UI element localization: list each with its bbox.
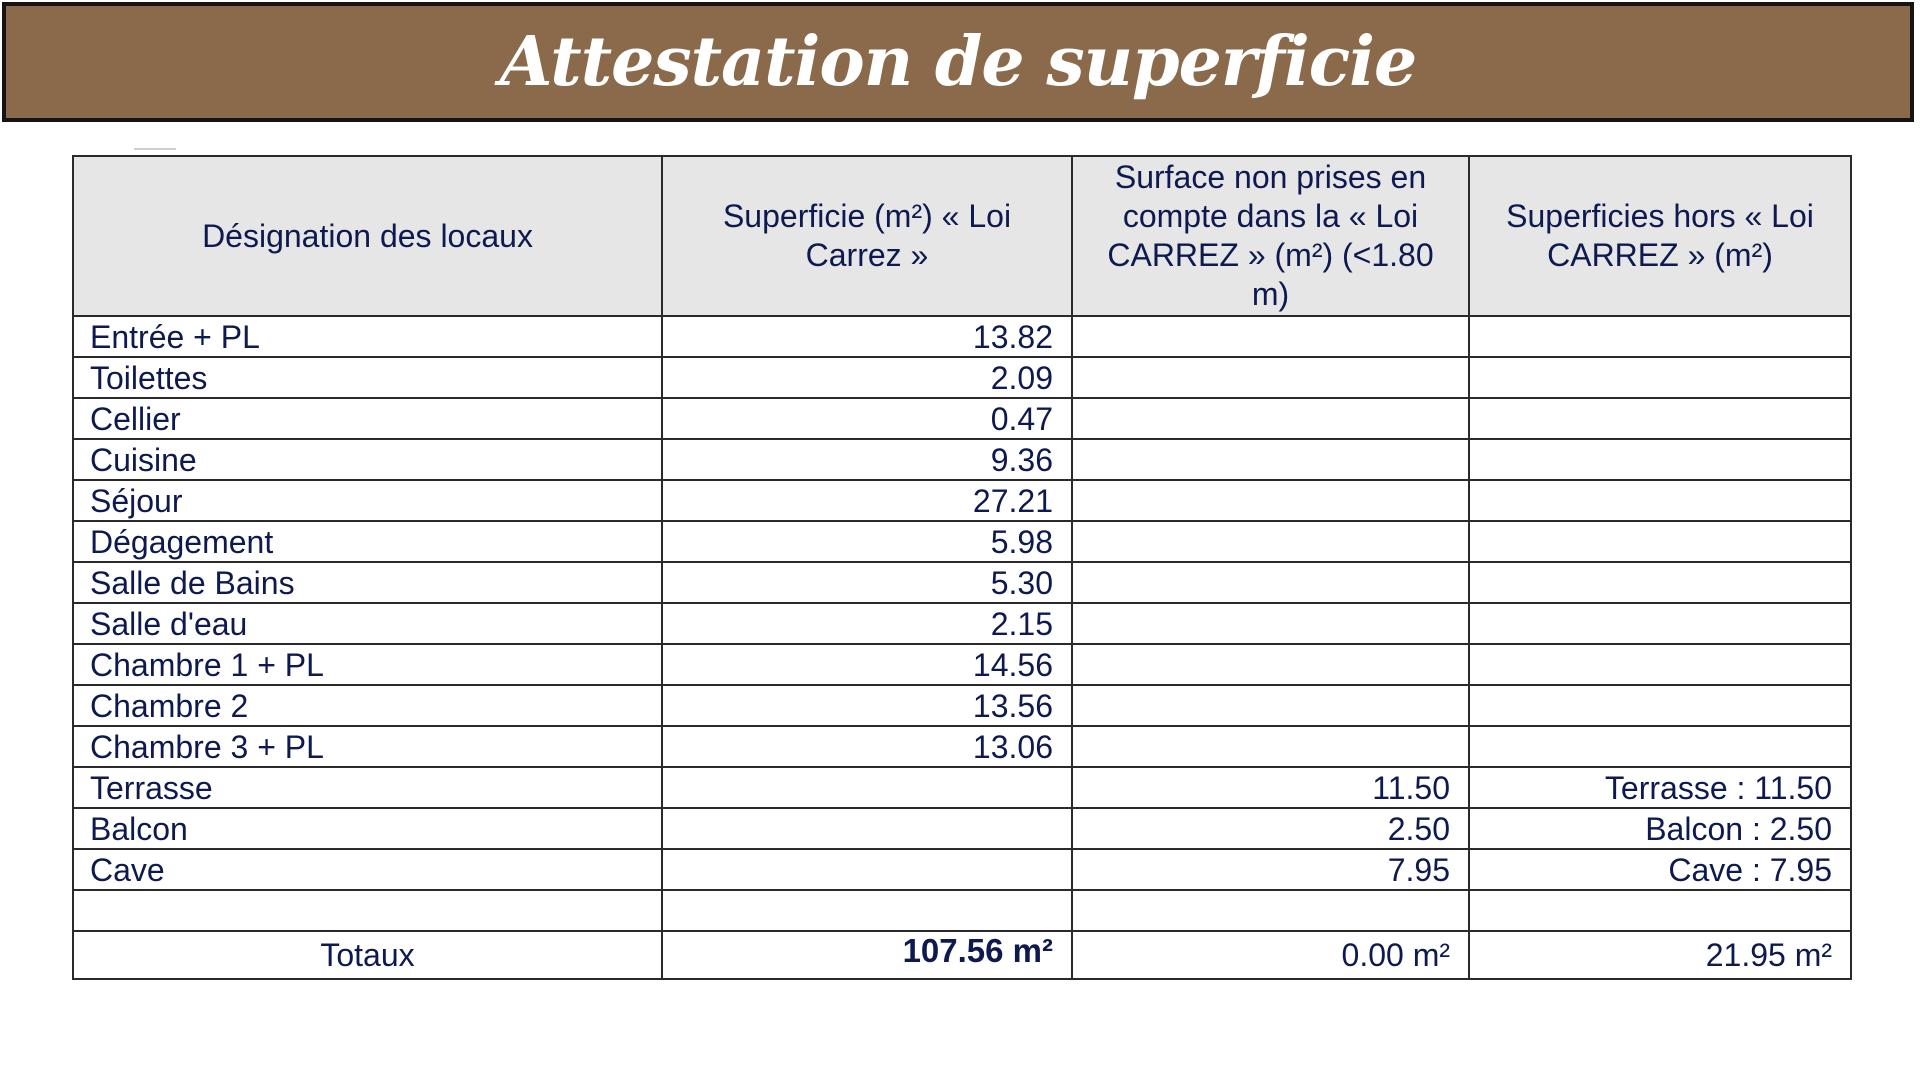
title-banner bbox=[2, 2, 1914, 122]
total-hors-carrez: 21.95 m² bbox=[1469, 931, 1851, 979]
table-row bbox=[73, 398, 1851, 439]
surface-table bbox=[72, 155, 1852, 980]
cell-designation: Entrée + PL bbox=[73, 316, 662, 357]
cell-non-prises bbox=[1072, 480, 1469, 521]
cell-superficie bbox=[662, 849, 1072, 890]
cell-hors-carrez bbox=[1469, 398, 1851, 439]
cell-hors-carrez bbox=[1469, 521, 1851, 562]
cell-hors-carrez bbox=[1469, 357, 1851, 398]
cell-superficie: 0.47 bbox=[662, 398, 1072, 439]
page-title: Attestation de superficie bbox=[499, 22, 1417, 102]
cell-hors-carrez: Terrasse : 11.50 bbox=[1469, 767, 1851, 808]
cell-hors-carrez bbox=[1469, 562, 1851, 603]
cell-hors-carrez: Cave : 7.95 bbox=[1469, 849, 1851, 890]
cell-superficie: 13.56 bbox=[662, 685, 1072, 726]
table-row bbox=[73, 767, 1851, 808]
table-row bbox=[73, 644, 1851, 685]
header-superficie-carrez: Superficie (m²) « Loi Carrez » bbox=[662, 156, 1072, 316]
total-carrez: 107.56 m² bbox=[662, 931, 1072, 979]
cell-designation: Cave bbox=[73, 849, 662, 890]
table-row bbox=[73, 357, 1851, 398]
cell-hors-carrez bbox=[1469, 439, 1851, 480]
cell-non-prises: 7.95 bbox=[1072, 849, 1469, 890]
cell-superficie: 27.21 bbox=[662, 480, 1072, 521]
table-row bbox=[73, 521, 1851, 562]
cell-designation: Balcon bbox=[73, 808, 662, 849]
cell-non-prises bbox=[1072, 685, 1469, 726]
cell-hors-carrez bbox=[1469, 726, 1851, 767]
cell-designation: Terrasse bbox=[73, 767, 662, 808]
cell-superficie: 2.15 bbox=[662, 603, 1072, 644]
cell-superficie: 14.56 bbox=[662, 644, 1072, 685]
table-row bbox=[73, 726, 1851, 767]
table-row bbox=[73, 316, 1851, 357]
cell-superficie: 5.30 bbox=[662, 562, 1072, 603]
cell-designation: Toilettes bbox=[73, 357, 662, 398]
cell-superficie: 5.98 bbox=[662, 521, 1072, 562]
cell-hors-carrez: Balcon : 2.50 bbox=[1469, 808, 1851, 849]
table-row bbox=[73, 439, 1851, 480]
cell-designation: Chambre 1 + PL bbox=[73, 644, 662, 685]
table-header-row bbox=[73, 156, 1851, 316]
cell-non-prises bbox=[1072, 521, 1469, 562]
cell-non-prises bbox=[1072, 357, 1469, 398]
cell-superficie: 13.82 bbox=[662, 316, 1072, 357]
cell-hors-carrez bbox=[1469, 890, 1851, 931]
cell-designation: Chambre 3 + PL bbox=[73, 726, 662, 767]
table-row bbox=[73, 562, 1851, 603]
cell-non-prises bbox=[1072, 726, 1469, 767]
total-non-prises: 0.00 m² bbox=[1072, 931, 1469, 979]
header-non-prises: Surface non prises en compte dans la « Loi CARREZ » (m²) (<1.80 m) bbox=[1072, 156, 1469, 316]
cell-designation: Chambre 2 bbox=[73, 685, 662, 726]
table-row bbox=[73, 890, 1851, 931]
table-row bbox=[73, 685, 1851, 726]
cell-superficie: 9.36 bbox=[662, 439, 1072, 480]
table-row bbox=[73, 603, 1851, 644]
header-designation: Désignation des locaux bbox=[73, 156, 662, 316]
cell-non-prises bbox=[1072, 398, 1469, 439]
cell-superficie bbox=[662, 808, 1072, 849]
table-row bbox=[73, 849, 1851, 890]
totals-label: Totaux bbox=[73, 931, 662, 979]
cell-non-prises bbox=[1072, 316, 1469, 357]
cell-designation: Séjour bbox=[73, 480, 662, 521]
cell-superficie bbox=[662, 767, 1072, 808]
cell-designation: Cellier bbox=[73, 398, 662, 439]
cell-hors-carrez bbox=[1469, 316, 1851, 357]
totals-row bbox=[73, 931, 1851, 979]
decorative-mark bbox=[134, 148, 176, 150]
cell-superficie bbox=[662, 890, 1072, 931]
cell-hors-carrez bbox=[1469, 480, 1851, 521]
cell-designation: Cuisine bbox=[73, 439, 662, 480]
cell-non-prises bbox=[1072, 562, 1469, 603]
header-hors-carrez: Superficies hors « Loi CARREZ » (m²) bbox=[1469, 156, 1851, 316]
cell-non-prises: 11.50 bbox=[1072, 767, 1469, 808]
cell-hors-carrez bbox=[1469, 685, 1851, 726]
cell-designation bbox=[73, 890, 662, 931]
cell-non-prises bbox=[1072, 890, 1469, 931]
table-row bbox=[73, 808, 1851, 849]
cell-hors-carrez bbox=[1469, 644, 1851, 685]
cell-superficie: 13.06 bbox=[662, 726, 1072, 767]
cell-hors-carrez bbox=[1469, 603, 1851, 644]
cell-designation: Salle d'eau bbox=[73, 603, 662, 644]
cell-non-prises bbox=[1072, 644, 1469, 685]
cell-superficie: 2.09 bbox=[662, 357, 1072, 398]
cell-non-prises bbox=[1072, 603, 1469, 644]
table-row bbox=[73, 480, 1851, 521]
cell-designation: Dégagement bbox=[73, 521, 662, 562]
cell-designation: Salle de Bains bbox=[73, 562, 662, 603]
cell-non-prises bbox=[1072, 439, 1469, 480]
cell-non-prises: 2.50 bbox=[1072, 808, 1469, 849]
